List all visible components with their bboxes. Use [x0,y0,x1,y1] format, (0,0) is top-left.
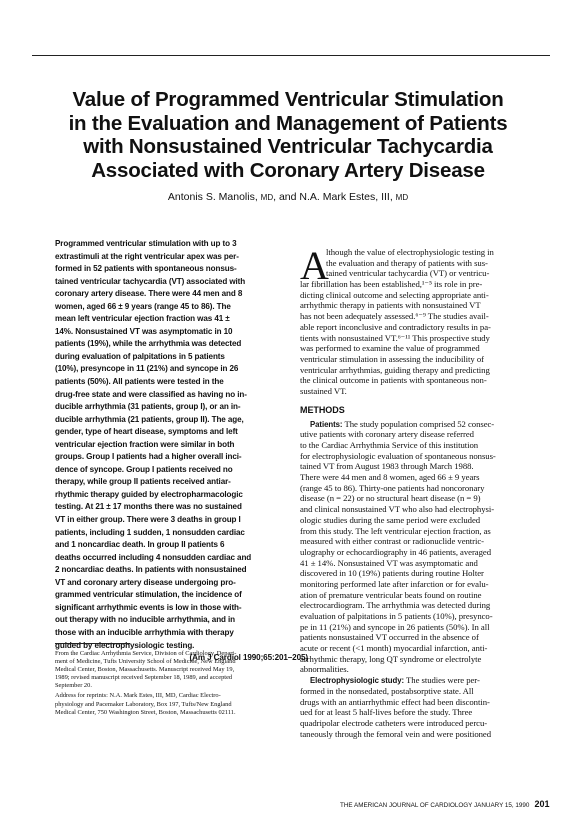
text-line: tained ventricular tachycardia (VT) associated with [55,276,246,286]
patients-runin: Patients: [310,419,343,429]
text-line: grammed ventricular stimulation, the incidence of [55,590,242,600]
author-name: , and N.A. Mark Estes, III, [273,191,396,203]
title-line: Value of Programmed Ventricular Stimulation [72,88,504,111]
text-line: ventricular ejection fraction were similar in both [55,439,235,449]
text-line: abnormalities. [300,664,349,675]
text-line: VT in either group. There were 3 deaths in group I [55,515,241,525]
text-line: formed in the nonsedated, postabsorptive state. All [300,685,474,696]
text-line: 2 noncardiac deaths. In patients with nonsustained [55,565,247,575]
text-line: rhythmic therapy guided by electropharmacologic [55,489,243,499]
author-degree: MD [260,193,274,202]
text-line: electrocardiogram. The arrhythmia was detected during [300,600,491,611]
text-line: 1989; revised manuscript received September 18, 1989, and accepted [55,674,233,682]
text-line: From the Cardiac Arrhythmia Service, Division of Cardiology, Depart- [55,650,237,657]
text-line: Address for reprints: N.A. Mark Estes, III, MD, Cardiac Electro- [55,692,221,700]
text-line: dence of syncope. Group I patients received no [55,464,233,474]
abstract-citation: (Am J Cardiol 1990;65:201–205) [189,653,308,663]
patients-first-line [300,419,536,430]
text-line: utive patients with coronary artery disease referred [300,429,474,440]
text-line: disease (n = 22) or no structural heart disease (n = 9) [300,493,481,504]
text-line: the clinical outcome in patients with spontaneous non- [300,375,487,386]
patients-first-text: The study population comprised 52 consec- [342,418,495,429]
text-line: therapy, while group II patients received antiar- [55,477,231,487]
text-line: ventricular stimulation in assessing the inducibility of [300,353,484,364]
text-line: to the Cardiac Arrhythmia Service of this institution [300,440,479,450]
journal-footer: THE AMERICAN JOURNAL OF CARDIOLOGY JANUARY 15, 1990 [340,802,530,809]
text-line: Medical Center, Boston, Massachusetts. Manuscript received May 19, [55,666,235,674]
title-line: Associated with Coronary Artery Disease [91,158,485,182]
text-line: groups. Group I patients had a higher overall inci- [55,452,242,462]
body-column [300,243,536,739]
text-line: tients with nonsustained VT.⁶⁻¹¹ This prospective study [300,332,490,343]
intro-paragraph [300,243,536,397]
text-line: (range 45 to 86). Thirty-one patients had noncoronary [300,482,485,493]
patients-paragraph [300,429,536,675]
text-line: for electrophysiologic evaluation of spontaneous nonsus- [300,450,496,461]
text-line: pe in 11 (21%) and syncope in 26 patients (50%). In all [300,621,490,632]
text-line: arrhythmic therapy, long QT syndrome or electrolyte [300,653,482,664]
text-line: and clinical nonsustained VT who also had electrophysi- [300,504,495,515]
text-line: was performed to examine the value of programmed [300,343,480,354]
text-line: 41 ± 14%. Nonsustained VT was asymptomatic and [300,557,478,568]
ep-paragraph [300,686,536,739]
text-line: measured with either contrast or radionuclide ventric- [300,536,485,547]
text-line: the evaluation and therapy of patients with sus- [326,257,488,268]
text-line: 14%. Nonsustained VT was asymptomatic in 10 [55,326,233,336]
text-line: patients, including 1 sudden, 1 nonsudden cardiac [55,527,245,537]
methods-heading: METHODS [300,404,345,415]
text-line: ventricular arrhythmias, guiding therapy and predicting [300,364,490,375]
text-line: gender, type of heart disease, symptoms and left [55,427,238,437]
text-line: and 1 noncardiac death. In group II patients 6 [55,540,225,550]
text-line: out therapy with no inducible arrhythmia, and in [55,615,236,625]
text-line: arrhythmic therapy in patients with nonsustained VT [300,300,481,311]
text-line: ulography or echocardiography in 46 patients, averaged [300,546,492,557]
ep-runin: Electrophysiologic study: [310,676,405,686]
article-title [40,88,536,182]
top-rule [32,55,550,56]
text-line: during evaluation of palpitations in 5 patients [55,351,225,361]
text-line: patients nonsustained VT occurred in the absence of [300,632,479,643]
text-line: lthough the value of electrophysiologic testing in [326,247,494,257]
text-line: patients (19%), while the arrhythmia was detected [55,339,242,349]
text-line: VT and coronary artery disease undergoing pro- [55,577,236,587]
text-line: There were 44 men and 8 women, aged 66 ± 9 years [300,472,480,483]
author-degree: MD [395,193,409,202]
text-line: quadripolar electrode catheters were introduced percu- [300,717,488,728]
text-line: ducible arrhythmia (31 patients, group I), or an in- [55,402,241,412]
text-line: significant arrhythmic events is low in those with- [55,602,242,612]
author-name: Antonis S. Manolis, [167,191,261,203]
text-line: mean left ventricular ejection fraction was 41 ± [55,314,230,324]
authors [40,191,536,203]
text-line: guided by electrophysiologic testing. [55,640,195,650]
text-line: extrastimuli at the right ventricular apex was per- [55,251,239,261]
text-line: drug-free state and were classified as having no in- [55,389,247,399]
text-line: drugs with an antiarrhythmic effect had been discontin- [300,696,490,707]
text-line: deaths occurred including 4 nonsudden cardiac and [55,552,252,562]
text-line: women, aged 66 ± 9 years (range 45 to 86). The [55,301,231,311]
title-line: with Nonsustained Ventricular Tachycardia [83,135,493,158]
text-line: discovered in 10 (19%) patients during routine Holter [300,568,484,579]
title-line: in the Evaluation and Management of Patients [68,111,508,135]
text-line: ued for at least 5 half-lives before the study. Three [300,707,473,718]
footnotes [55,643,315,717]
text-line: able report inconclusive and contradictory results in pa- [300,321,491,332]
text-line: formed in 52 patients with spontaneous nonsus- [55,264,237,274]
text-line: monitoring performed late after infarction or for evalu- [300,578,489,589]
text-line: sustained VT. [300,385,347,396]
footnote-rule [55,643,130,644]
text-line: from this study. The left ventricular ejection fraction, as [300,525,491,536]
ep-first-line [300,675,536,686]
drop-cap: A [300,243,329,288]
text-line: patients (50%). All patients were tested in the [55,377,224,387]
ep-first-text: The studies were per- [404,675,480,686]
text-line: evaluation of palpitations in 5 patients (10%), presynco- [300,611,493,621]
text-line: Programmed ventricular stimulation with up to 3 [55,239,237,248]
text-line: lar fibrillation has been established,¹⁻⁵ its role in pre- [300,279,483,290]
text-line: coronary artery disease. There were 44 men and 8 [55,289,243,299]
text-line: physiology and Pacemaker Laboratory, Box 197, Tufts/New England [55,700,232,708]
text-line: ologic studies during the same period were excluded [300,514,481,525]
text-line: Medical Center, 750 Washington Street, Boston, Massachusetts 02111. [55,708,236,716]
text-line: those with an inducible arrhythmia with therapy [55,627,234,637]
page-number: 201 [534,799,550,809]
text-line: September 20. [55,682,92,690]
text-line: tained ventricular tachycardia (VT) or ventricu- [326,268,490,279]
abstract [55,238,308,665]
text-line: testing. At 21 ± 17 months there was no sustained [55,502,242,512]
text-line: dicting clinical outcome and selecting appropriate anti- [300,289,489,300]
text-line: ation of premature ventricular beats found on routine [300,589,482,600]
page-footer [340,799,550,809]
text-line: tained VT from August 1983 through March 1988. [300,461,474,472]
text-line: ducible arrhythmia (21 patients, group II). The age, [55,414,244,424]
text-line: (10%), presyncope in 11 (21%) and syncope in 26 [55,364,239,374]
text-line: ment of Medicine, Tufts University School of Medicine, New England [55,658,236,666]
affiliation-note [55,650,315,690]
text-line: has not been adequately assessed.⁶⁻⁹ The studies avail- [300,311,489,322]
text-line: acute or recent (<1 month) myocardial infarction, anti- [300,643,488,654]
reprint-note [55,692,315,716]
text-line: taneously through the femoral vein and were positioned [300,728,492,739]
